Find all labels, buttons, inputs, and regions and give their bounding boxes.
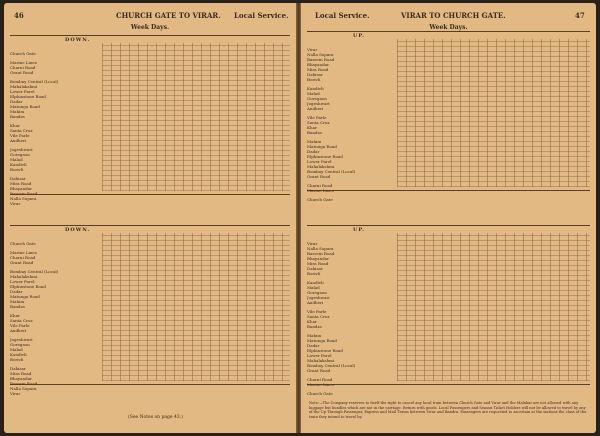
station-name: Borivli <box>10 167 24 172</box>
timetable-section <box>10 35 290 206</box>
station-name: Charni Road <box>10 65 36 70</box>
right-page-header <box>301 11 596 23</box>
station-name: Borivli <box>10 357 24 362</box>
right-page <box>301 3 596 433</box>
station-name: Khar <box>307 125 317 130</box>
station-name: Bombay Central (Local) <box>10 269 59 274</box>
station-name: Virar <box>307 47 318 52</box>
station-name: Charni Road <box>307 183 333 188</box>
station-name: Marine Lines <box>10 250 37 255</box>
timetable-spread <box>4 3 596 433</box>
station-name: Mahalakshmi <box>10 274 38 279</box>
station-name: Matunga Road <box>307 144 337 149</box>
station-name: Santa Cruz <box>307 120 330 125</box>
left-page-header <box>4 11 296 23</box>
station-name: Santa Cruz <box>10 318 33 323</box>
station-name: Khar <box>307 319 317 324</box>
station-name: Vile Parle <box>10 323 30 328</box>
station-name: Dadar <box>307 343 320 348</box>
station-name: Charni Road <box>307 377 333 382</box>
station-name: Andheri <box>10 138 27 143</box>
timetable-section <box>307 225 590 396</box>
station-name: Dahisar <box>307 266 323 271</box>
station-name: Bandra <box>10 304 25 309</box>
station-name: Kandivli <box>307 280 324 285</box>
station-name: Jogeshwari <box>307 101 330 106</box>
station-name: Elphinstone Road <box>10 94 46 99</box>
station-name: Bhayandar <box>10 376 32 381</box>
section-rule <box>10 194 290 195</box>
station-name: Khar <box>10 313 20 318</box>
times-grid <box>102 43 290 191</box>
station-name: Church Gate <box>307 391 333 396</box>
right-page-service: Local Service. <box>315 11 370 20</box>
station-name: Nalla Sopara <box>307 246 334 251</box>
station-name: Jogeshwari <box>10 147 33 152</box>
station-name: Vile Parle <box>10 133 30 138</box>
station-name: Grant Road <box>10 260 34 265</box>
station-name: Dadar <box>307 149 320 154</box>
station-name: Lower Parel <box>307 353 332 358</box>
station-name: Lower Parel <box>10 279 35 284</box>
station-name: Grant Road <box>307 368 331 373</box>
station-name: Mira Road <box>10 371 32 376</box>
station-name: Borivli <box>307 77 321 82</box>
station-name: Santa Cruz <box>307 314 330 319</box>
station-name: Goregaon <box>10 342 30 347</box>
station-name: Matunga Road <box>307 338 337 343</box>
station-name: Bhayandar <box>307 256 329 261</box>
station-name: Andheri <box>10 328 27 333</box>
times-grid <box>397 39 590 187</box>
right-page-subtitle: Week Days. <box>429 24 468 31</box>
station-name: Mahalakshmi <box>307 358 335 363</box>
station-name: Mira Road <box>10 181 32 186</box>
timetable-section <box>307 31 590 202</box>
station-name: Bombay Central (Local) <box>10 79 59 84</box>
station-name: Mira Road <box>307 67 329 72</box>
station-name: Bandra <box>10 114 25 119</box>
station-name: Church Gate <box>10 51 36 56</box>
station-name: Malad <box>10 347 23 352</box>
right-page-number: 47 <box>575 11 585 20</box>
station-name: Dahisar <box>10 176 26 181</box>
station-name: Goregaon <box>10 152 30 157</box>
station-name: Malad <box>307 285 320 290</box>
station-name: Nalla Sopara <box>307 52 334 57</box>
left-page-subtitle: Week Days. <box>130 24 170 31</box>
station-name: Virar <box>10 201 21 206</box>
station-name: Virar <box>307 241 318 246</box>
station-name: Goregaon <box>307 96 327 101</box>
station-list <box>307 47 387 206</box>
station-name: Jogeshwari <box>10 337 33 342</box>
station-name: Khar <box>10 123 20 128</box>
section-rule <box>10 384 290 385</box>
station-name: Malad <box>307 91 320 96</box>
station-name: Grant Road <box>10 70 34 75</box>
section-rule <box>307 384 590 385</box>
station-name: Dahisar <box>307 72 323 77</box>
station-name: Mahim <box>10 109 25 114</box>
station-name: Dadar <box>10 99 23 104</box>
direction-label: DOWN. <box>65 37 91 43</box>
section-rule <box>307 225 590 226</box>
section-rule <box>10 35 290 36</box>
station-name: Lower Parel <box>307 159 332 164</box>
station-name: Santa Cruz <box>10 128 33 133</box>
station-name: Elphinstone Road <box>307 348 343 353</box>
station-name: Mahim <box>307 333 322 338</box>
station-name: Virar <box>10 391 21 396</box>
right-page-title: VIRAR TO CHURCH GATE. <box>401 11 506 20</box>
left-page <box>4 3 296 433</box>
direction-label: UP. <box>353 227 366 233</box>
left-page-title: CHURCH GATE TO VIRAR. <box>116 11 221 20</box>
station-name: Bassein Road <box>307 251 335 256</box>
station-name: Mahim <box>10 299 25 304</box>
station-name: Bombay Central (Local) <box>307 169 356 174</box>
station-name: Jogeshwari <box>307 295 330 300</box>
station-name: Andheri <box>307 106 324 111</box>
direction-label: DOWN. <box>65 227 91 233</box>
station-name: Mahim <box>307 139 322 144</box>
station-name: Elphinstone Road <box>10 284 46 289</box>
station-name: Matunga Road <box>10 294 40 299</box>
times-grid <box>397 233 590 381</box>
left-page-footnote: (See Notes on page 43.) <box>128 415 183 420</box>
station-name: Elphinstone Road <box>307 154 343 159</box>
station-name: Bandra <box>307 130 322 135</box>
station-name: Bhayandar <box>10 186 32 191</box>
direction-label: UP. <box>353 33 366 39</box>
station-name: Vile Parle <box>307 309 327 314</box>
station-name: Andheri <box>307 300 324 305</box>
station-name: Marine Lines <box>10 60 37 65</box>
section-rule <box>307 31 590 32</box>
section-rule <box>10 225 290 226</box>
station-name: Nalla Sopara <box>10 386 37 391</box>
right-page-note: Note:—The Company reserves to itself the right to cancel any local train between Church Gate and Virar and the Malabar are not allowed with any luggage but bundles which are not in the carriage. Return with goods. Local Passengers and Season Ticket Holders will not be allowed to travel by any of the Up Through Passenger, Express and Mail Trains between Virar and Bandra. Passengers are requested to ascertain at the stations the class of the train they intend to travel by. <box>309 401 587 419</box>
station-name: Borivli <box>307 271 321 276</box>
station-name: Dadar <box>10 289 23 294</box>
station-list <box>10 241 90 400</box>
station-list <box>10 51 90 210</box>
station-name: Bassein Road <box>307 57 335 62</box>
station-name: Mahalakshmi <box>10 84 38 89</box>
station-name: Bhayandar <box>307 62 329 67</box>
station-name: Bombay Central (Local) <box>307 363 356 368</box>
station-name: Lower Parel <box>10 89 35 94</box>
station-name: Church Gate <box>10 241 36 246</box>
times-grid <box>102 233 290 381</box>
station-list <box>307 241 387 400</box>
station-name: Mira Road <box>307 261 329 266</box>
station-name: Kandivli <box>307 86 324 91</box>
station-name: Nalla Sopara <box>10 196 37 201</box>
station-name: Malad <box>10 157 23 162</box>
timetable-section <box>10 225 290 396</box>
station-name: Charni Road <box>10 255 36 260</box>
station-name: Kandivli <box>10 352 27 357</box>
section-rule <box>307 190 590 191</box>
station-name: Dahisar <box>10 366 26 371</box>
station-name: Goregaon <box>307 290 327 295</box>
station-name: Bandra <box>307 324 322 329</box>
station-name: Church Gate <box>307 197 333 202</box>
station-name: Matunga Road <box>10 104 40 109</box>
station-name: Mahalakshmi <box>307 164 335 169</box>
left-page-service: Local Service. <box>234 11 289 20</box>
station-name: Kandivli <box>10 162 27 167</box>
station-name: Vile Parle <box>307 115 327 120</box>
left-page-number: 46 <box>14 11 24 20</box>
station-name: Grant Road <box>307 174 331 179</box>
